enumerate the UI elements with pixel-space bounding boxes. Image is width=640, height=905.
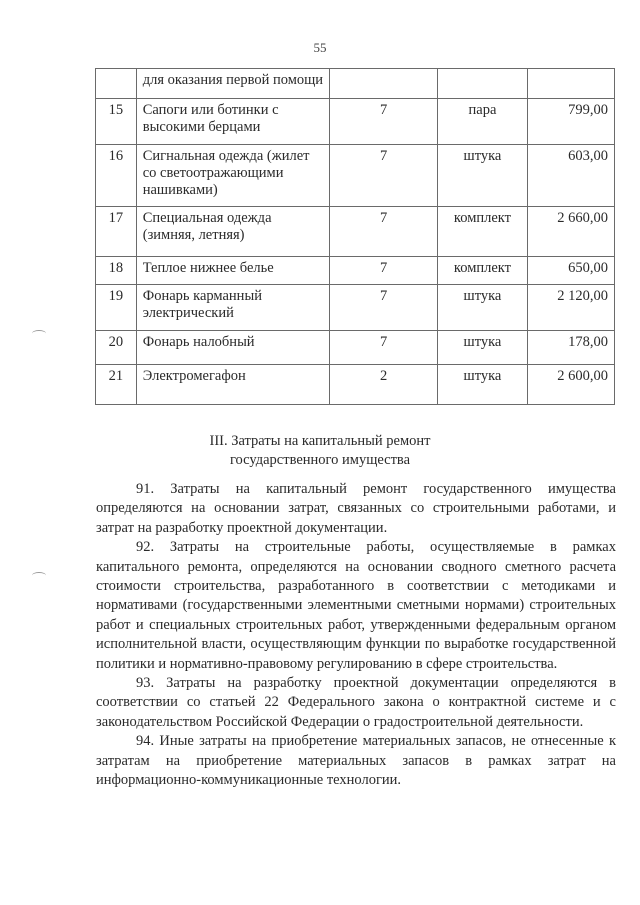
item-unit [438,69,528,99]
table-row [96,285,615,331]
item-name: Сапоги или ботинки с высокими берцами [136,99,329,145]
item-quantity: 7 [330,145,438,207]
table-row [96,99,615,145]
table-row [96,207,615,257]
cost-table [95,68,615,405]
row-number: 21 [96,365,137,405]
item-unit: пара [438,99,528,145]
item-name: для оказания первой помощи [136,69,329,99]
section-title-line: государственного имущества [229,452,411,468]
item-price: 603,00 [527,145,614,207]
item-quantity: 7 [330,331,438,365]
item-name: Фонарь налобный [136,331,329,365]
item-unit: штука [438,331,528,365]
item-price: 650,00 [527,257,614,285]
item-price: 2 600,00 [527,365,614,405]
row-number: 16 [96,145,137,207]
item-name: Теплое нижнее белье [136,257,329,285]
item-unit: комплект [438,257,528,285]
section-title [0,432,640,470]
item-unit: комплект [438,207,528,257]
item-name: Специальная одежда (зимняя, летняя) [136,207,329,257]
item-name: Электромегафон [136,365,329,405]
item-quantity: 7 [330,99,438,145]
page-number: 55 [313,40,327,55]
paragraph: 91. Затраты на капитальный ремонт государственного имущества определяются на основании затрат, связанных со строительными работами, и затрат на разработку проектной документации. [96,481,616,536]
section-title-line: III. Затраты на капитальный ремонт [209,433,431,449]
item-price: 178,00 [527,331,614,365]
margin-scan-mark [32,572,46,579]
row-number: 19 [96,285,137,331]
item-price [527,69,614,99]
item-unit: штука [438,145,528,207]
item-price: 799,00 [527,99,614,145]
item-price: 2 120,00 [527,285,614,331]
item-quantity: 7 [330,285,438,331]
paragraph: 93. Затраты на разработку проектной документации определяются в соответствии со статьей 22 Федерального закона о контрактной системе и с законодательством Российской Федерации о градостроительной деятельности. [96,675,616,730]
paragraph: 92. Затраты на строительные работы, осуществляемые в рамках капитального ремонта, определяются на основании сводного сметного расчета стоимости строительства, разработанного в соответствии с методиками и нормативами (государственными элементными сметными нормами) строительных работ и специальных строительных работ, утвержденными федеральным органом исполнительной власти, осуществляющим функции по выработке государственной политики и нормативно-правовому регулированию в сфере строительства. [96,539,616,672]
row-number: 15 [96,99,137,145]
item-quantity: 7 [330,207,438,257]
item-quantity [330,69,438,99]
row-number [96,69,137,99]
item-price: 2 660,00 [527,207,614,257]
item-unit: штука [438,365,528,405]
table-row [96,69,615,99]
item-quantity: 7 [330,257,438,285]
paragraph: 94. Иные затраты на приобретение материальных запасов, не отнесенные к затратам на приобретение материальных запасов в рамках затрат на информационно-коммуникационные технологии. [96,733,616,789]
item-quantity: 2 [330,365,438,405]
margin-scan-mark [32,330,46,337]
body-text [96,480,616,791]
item-unit: штука [438,285,528,331]
table-row [96,257,615,285]
table-row [96,145,615,207]
row-number: 17 [96,207,137,257]
item-name: Фонарь карманный электрический [136,285,329,331]
item-name: Сигнальная одежда (жилет со светоотражающими нашивками) [136,145,329,207]
table-row [96,365,615,405]
row-number: 18 [96,257,137,285]
row-number: 20 [96,331,137,365]
table-row [96,331,615,365]
